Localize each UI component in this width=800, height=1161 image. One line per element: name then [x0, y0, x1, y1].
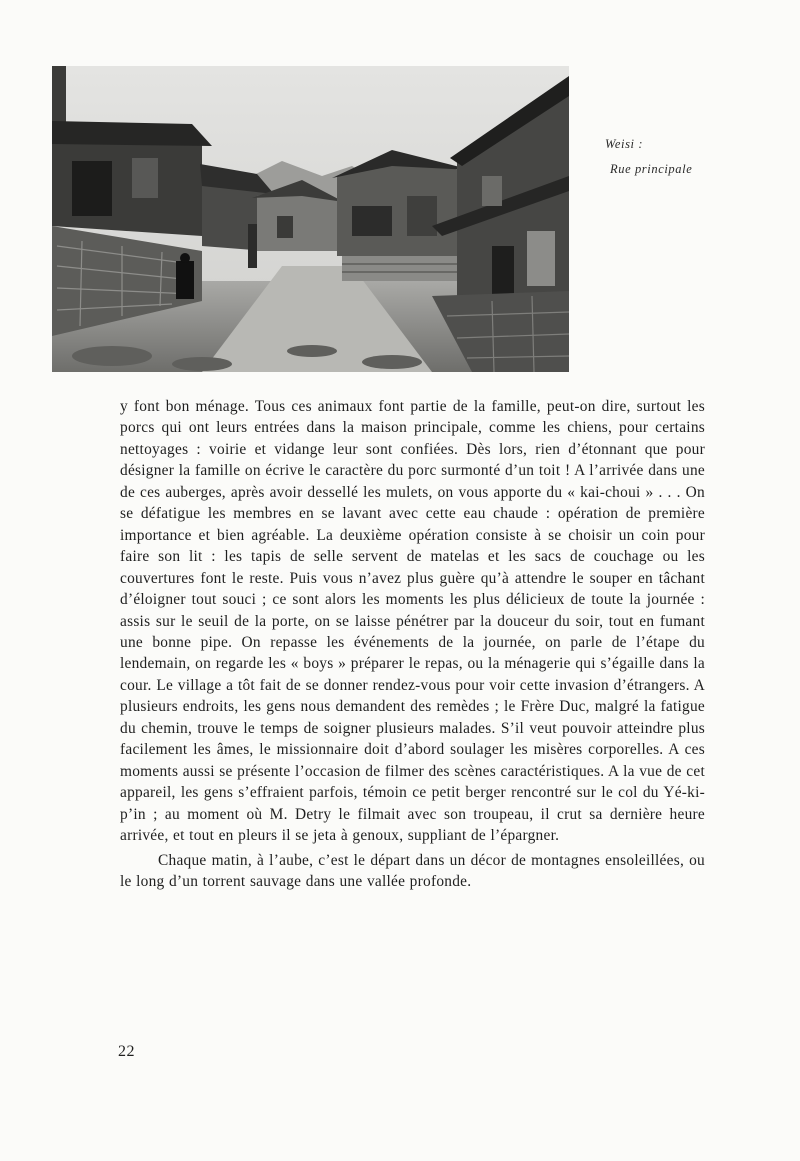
paragraph-continuation: y font bon ménage. Tous ces animaux font partie de la famille, peut-on dire, surtout les porcs qui ont leurs entrées dans la maison principale, comme les chiens, pour certains nettoyages : voirie et vidange leur sont confiées. Dès lors, rien d’étonnant que pour désigner la famille on écrive le caractère du porc surmonté d’un toit ! A l’arrivée dans une de ces auberges, après avoir dessellé les mulets, on vous apporte du « kai-choui » . . . On se défatigue les membres en se lavant avec cette eau chaude : opération de première importance et bien agréable. La deuxième opération consiste à se choisir un coin pour faire son lit : les tapis de selle servent de matelas et les sacs de couchage ou les couvertures font le reste. Puis vous n’avez plus guère qu’à attendre le souper en tâchant d’éloigner tout souci ; ce sont alors les moments les plus délicieux de toute la journée : assis sur le seuil de la porte, on se laisse pénétrer par la douceur du soir, tout en fumant une bonne pipe. On repasse les événements de la journée, on parle de l’étape du lendemain, on regarde les « boys » préparer le repas, ou la ménagerie qui s’égaille dans la cour. Le village a tôt fait de se donner rendez-vous pour voir cette invasion d’étrangers. A plusieurs endroits, les gens nous demandent des remèdes ; le Frère Duc, malgré la fatigue du chemin, trouve le temps de soigner plusieurs malades. S’il veut pouvoir atteindre plus facilement les âmes, le missionnaire doit d’abord soulager les misères corporelles. A ces moments aussi se présente l’occasion de filmer des scènes caractéristiques. A la vue de cet appareil, les gens s’effraient parfois, témoin ce petit berger rencontré sur le col du Yé-ki-p’in ; au moment où M. Detry le filmait avec son troupeau, il crut sa dernière heure arrivée, et tout en pleurs il se jeta à genoux, suppliant de l’épargner.: [120, 398, 705, 845]
street-photo-drawing: [52, 66, 569, 372]
caption-place: Weisi :: [605, 137, 644, 151]
street-photo: [52, 66, 569, 372]
body-text: [120, 396, 705, 892]
photo-caption: [604, 132, 794, 182]
page-number: 22: [118, 1043, 135, 1060]
paragraph-departure: Chaque matin, à l’aube, c’est le départ dans un décor de montagnes ensoleillées, ou le long d’un torrent sauvage dans une vallée profonde.: [120, 851, 705, 890]
caption-description: Rue principale: [610, 162, 693, 176]
